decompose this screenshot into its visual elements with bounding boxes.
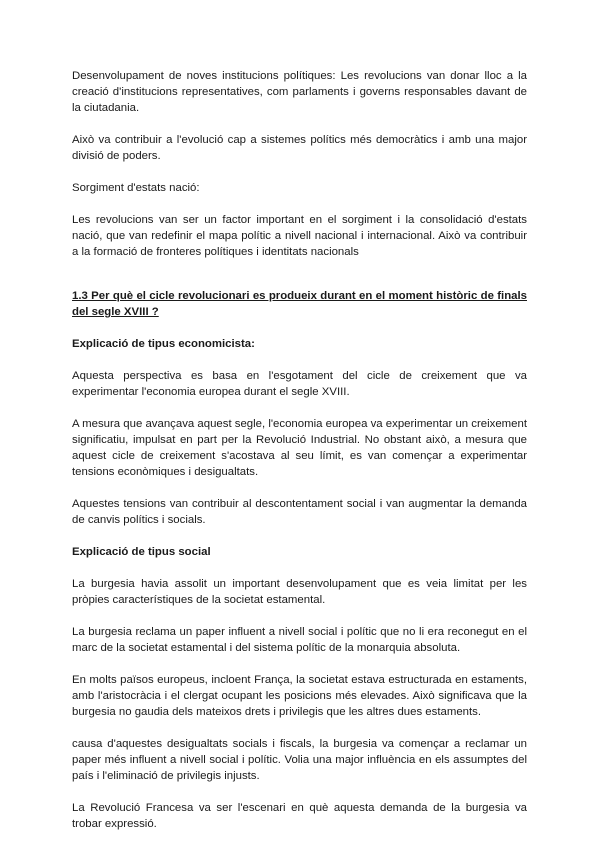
paragraph-economic-2: A mesura que avançava aquest segle, l'economia europea va experimentar un creixement significatiu, impulsat en part per la Revolució Industrial. No obstant això, a mesura que aquest cicle de creixement s'acostava al seu límit, es van començar a experimentar tensions econòmiques i desigualtats. bbox=[72, 418, 527, 478]
document-page bbox=[72, 68, 527, 848]
paragraph-social-5: La Revolució Francesa va ser l'escenari en què aquesta demanda de la burgesia va trobar expressió. bbox=[72, 802, 527, 830]
section-heading: 1.3 Per què el cicle revolucionari es produeix durant en el moment històric de finals del segle XVIII ? bbox=[72, 290, 527, 318]
paragraph-institutions: Desenvolupament de noves institucions polítiques: Les revolucions van donar lloc a la creació d'institucions representatives, com parlaments i governs responsables davant de la ciutadania. bbox=[72, 70, 527, 114]
paragraph-social-2: La burgesia reclama un paper influent a nivell social i polític que no li era reconegut en el marc de la societat estamental i del sistema polític de la monarquia absoluta. bbox=[72, 626, 527, 654]
economic-heading: Explicació de tipus economicista: bbox=[72, 338, 255, 350]
paragraph-social-3: En molts països europeus, incloent França, la societat estava estructurada en estaments, amb l'aristocràcia i el clergat ocupant les posicions més elevades. Això significava que la burgesia no gaudia dels mateixos drets i privilegis que les altres dues estaments. bbox=[72, 674, 527, 718]
paragraph-economic-3: Aquestes tensions van contribuir al descontentament social i van augmentar la demanda de canvis polítics i socials. bbox=[72, 498, 527, 526]
paragraph-social-4: causa d'aquestes desigualtats socials i fiscals, la burgesia va començar a reclamar un paper més influent a nivell social i polític. Volia una major influència en els assumptes del país i l'eliminació de privilegis injusts. bbox=[72, 738, 527, 782]
paragraph-democracy: Això va contribuir a l'evolució cap a sistemes polítics més democràtics i amb una major divisió de poders. bbox=[72, 134, 527, 162]
social-heading: Explicació de tipus social bbox=[72, 546, 211, 558]
paragraph-social-1: La burgesia havia assolit un important desenvolupament que es veia limitat per les pròpies característiques de la societat estamental. bbox=[72, 578, 527, 606]
paragraph-nation-states-title: Sorgiment d'estats nació: bbox=[72, 182, 200, 194]
paragraph-economic-1: Aquesta perspectiva es basa en l'esgotament del cicle de creixement que va experimentar l'economia europea durant el segle XVIII. bbox=[72, 370, 527, 398]
paragraph-nation-states: Les revolucions van ser un factor important en el sorgiment i la consolidació d'estats nació, que van redefinir el mapa polític a nivell nacional i internacional. Això va contribuir a la formació de fronteres polítiques i identitats nacionals bbox=[72, 214, 527, 258]
